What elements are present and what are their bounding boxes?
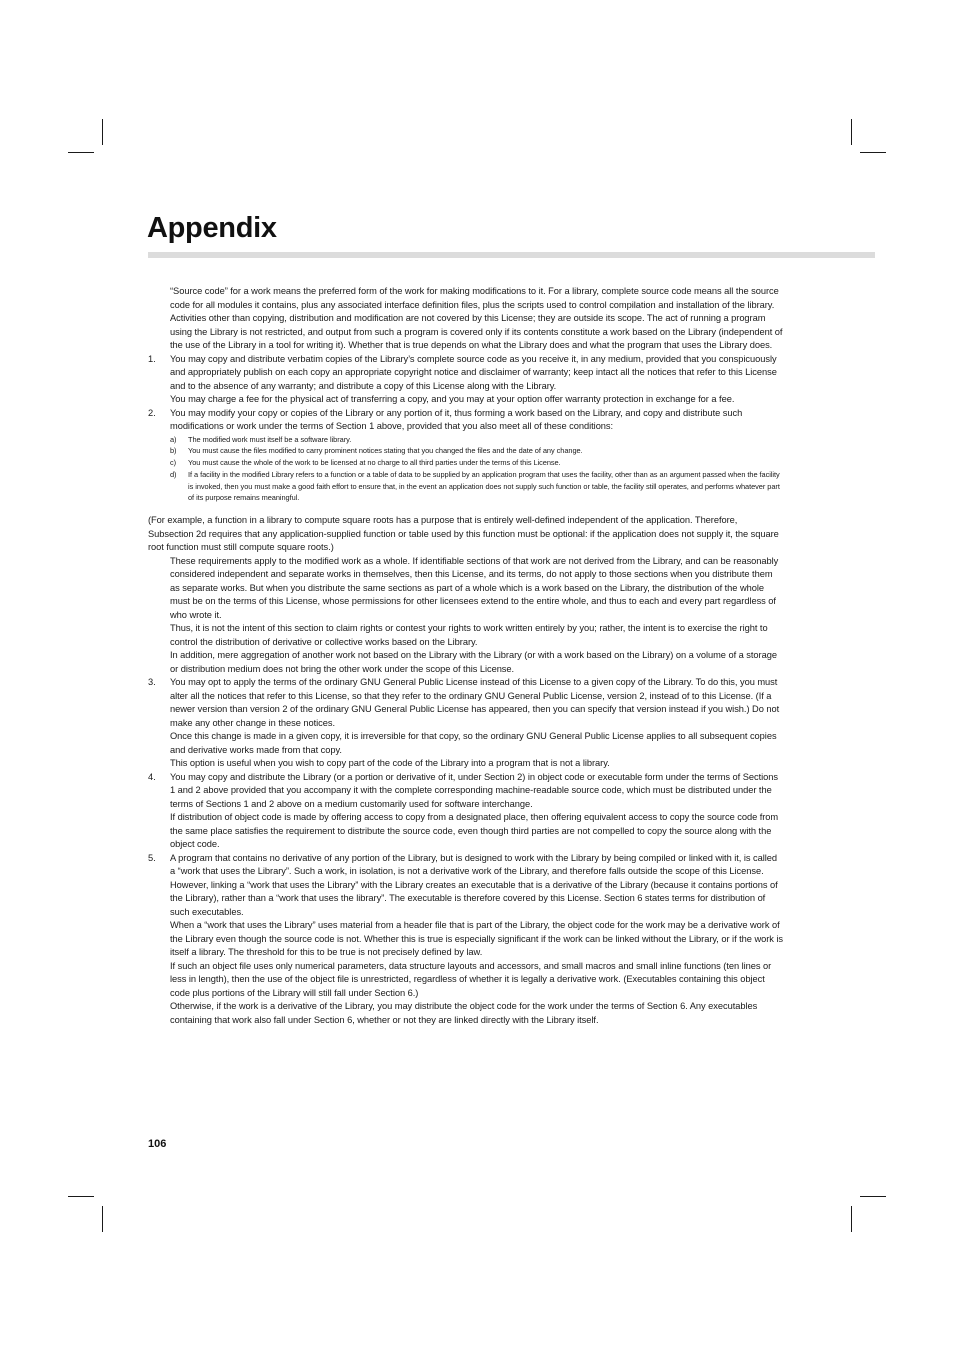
numbered-clause [148, 771, 784, 812]
paragraph: Otherwise, if the work is a derivative of the Library, you may distribute the object code for the work under the terms of Section 6. Any executables containing that work also fall under Section 6, whether or not they are linked directly with the Library itself. [170, 1001, 758, 1025]
clause-marker: 4. [148, 771, 156, 782]
numbered-clause [148, 353, 784, 394]
section-gap [148, 504, 784, 514]
clause-text: You may opt to apply the terms of the ordinary GNU General Public License instead of this License to a given copy of the Library. To do this, you must alter all the notices that refer to this License, so that they refer to the ordinary GNU General Public License, version 2, instead of to this License. (If a newer version than version 2 of the ordinary GNU General Public License has appeared, then you can specify that version instead if you wish.) Do not make any other change in these notices. [170, 677, 780, 728]
clause-text: You may copy and distribute verbatim copies of the Library’s complete source code as you receive it, in any medium, provided that you conspicuously and appropriately publish on each copy an appropriate copyright notice and disclaimer of warranty; keep intact all the notices that refer to this License and to the absence of any warranty; and distribute a copy of this License along with the Library. [170, 353, 777, 391]
clause-text: A program that contains no derivative of any portion of the Library, but is designed to work with the Library by being compiled or linked with it, is called a “work that uses the Library”. Such a work, in isolation, is not a derivative work of the Library, and therefore falls outside the scope of this License. [170, 852, 777, 877]
crop-mark [860, 1196, 886, 1197]
clause-text: You may modify your copy or copies of the Library or any portion of it, thus forming a work based on the Library, and copy and distribute such modifications or work under the terms of Section 1 above, provided that you also meet all of these conditions: [170, 407, 743, 431]
clause-text: You may copy and distribute the Library (or a portion or derivative of it, under Section 2) in object code or executable form under the terms of Sections 1 and 2 above provided that you accompany it with the complete corresponding machine-readable source code, which must be distributed under the terms of Sections 1 and 2 above on a medium customarily used for software interchange. [170, 771, 778, 809]
crop-mark [68, 152, 94, 153]
paragraph: If distribution of object code is made by offering access to copy from a designated place, then offering equivalent access to copy the source code from the same place satisfies the requirement to distribute the source code, even though third parties are not compelled to copy the source along with the object code. [170, 812, 779, 850]
crop-mark [860, 152, 886, 153]
crop-mark [851, 1206, 852, 1232]
numbered-clause [148, 852, 784, 879]
clause-marker: d) [170, 469, 177, 479]
page-number: 106 [148, 1138, 167, 1150]
sub-clause [148, 434, 784, 446]
clause-marker: 1. [148, 353, 156, 364]
paragraph: Thus, it is not the intent of this section to claim rights or contest your rights to work written entirely by you; rather, the intent is to exercise the right to control the distribution of derivative or collective works based on the Library. [170, 623, 768, 647]
clause-marker: b) [170, 446, 177, 456]
clause-marker: 3. [148, 677, 156, 688]
clause-marker: 2. [148, 407, 156, 418]
crop-mark [851, 119, 852, 145]
sub-clause [148, 457, 784, 469]
crop-mark [102, 119, 103, 145]
clause-marker: a) [170, 434, 177, 444]
sub-clause [148, 445, 784, 457]
numbered-clause [148, 407, 784, 434]
license-text [148, 285, 784, 1027]
paragraph: When a “work that uses the Library” uses material from a header file that is part of the Library, the object code for the work may be a derivative work of the Library even though the source code is not. Whether this is true is especially significant if the work can be linked without the Library, or if the work is itself a library. The threshold for this to be true is not precisely defined by law. [170, 920, 784, 958]
crop-mark [68, 1196, 94, 1197]
paragraph: Activities other than copying, distribution and modification are not covered by this License; they are outside its scope. The act of running a program using the Library is not restricted, and output from such a program is covered only if its contents constitute a work based on the Library (independent of the use of the Library in a tool for writing it). Whether that is true depends on what the Library does and what the program that uses the Library does. [170, 313, 783, 350]
sub-clause [148, 469, 784, 504]
paragraph: This option is useful when you wish to copy part of the code of the Library into a program that is not a library. [170, 758, 610, 769]
paragraph: You may charge a fee for the physical act of transferring a copy, and you may at your option offer warranty protection in exchange for a fee. [170, 394, 735, 404]
paragraph: These requirements apply to the modified work as a whole. If identifiable sections of that work are not derived from the Library, and can be reasonably considered independent and separate works in themselves, then this License, and its terms, do not apply to those sections when you distribute them as separate works. But when you distribute the same sections as part of a whole which is a work based on the Library, the distribution of the whole must be on the terms of this License, whose permissions for other licensees extend to the entire whole, and thus to each and every part regardless of who wrote it. [170, 555, 779, 620]
paragraph: (For example, a function in a library to compute square roots has a purpose that is entirely well-defined independent of the application. Therefore, Subsection 2d requires that any application-supplied function or table used by this function must be optional: if the application does not supply it, the square root function must still compute square roots.) [148, 515, 779, 553]
clause-text: You must cause the whole of the work to be licensed at no charge to all third parties under the terms of this License. [188, 458, 561, 468]
paragraph: Once this change is made in a given copy, it is irreversible for that copy, so the ordinary GNU General Public License applies to all subsequent copies and derivative works made from that copy. [170, 731, 777, 755]
paragraph: However, linking a “work that uses the Library” with the Library creates an executable that is a derivative of the Library (because it contains portions of the Library), rather than a “work that uses the library”. The executable is therefore covered by this License. Section 6 states terms for distribution of such executables. [170, 879, 778, 917]
clause-text: You must cause the files modified to carry prominent notices stating that you changed the files and the date of any change. [188, 446, 583, 456]
crop-mark [102, 1206, 103, 1232]
paragraph: In addition, mere aggregation of another work not based on the Library with the Library (or with a work based on the Library) on a volume of a storage or distribution medium does not bring the other work under the scope of this License. [170, 650, 777, 674]
paragraph: If such an object file uses only numerical parameters, data structure layouts and accessors, and small macros and small inline functions (ten lines or less in length), then the use of the object file is unrestricted, regardless of whether it is legally a derivative work. (Executables containing this object code plus portions of the Library will still fall under Section 6.) [170, 960, 772, 998]
clause-marker: c) [170, 458, 177, 468]
clause-text: If a facility in the modified Library refers to a function or a table of data to be supplied by an application program that uses the facility, other than as an argument passed when the facility is invoked, then you must make a good faith effort to ensure that, in the event an application does not supply such function or table, the facility still operates, and performs whatever part of its purpose remains meaningful. [188, 469, 780, 503]
numbered-clause [148, 676, 784, 730]
clause-marker: 5. [148, 852, 156, 863]
paragraph: “Source code” for a work means the preferred form of the work for making modifications to it. For a library, complete source code means all the source code for all modules it contains, plus any associated interface definition files, plus the scripts used to control compilation and installation of the library. [170, 286, 779, 310]
page-title: Appendix [147, 212, 277, 244]
clause-text: The modified work must itself be a software library. [188, 434, 352, 444]
title-rule [148, 252, 875, 258]
